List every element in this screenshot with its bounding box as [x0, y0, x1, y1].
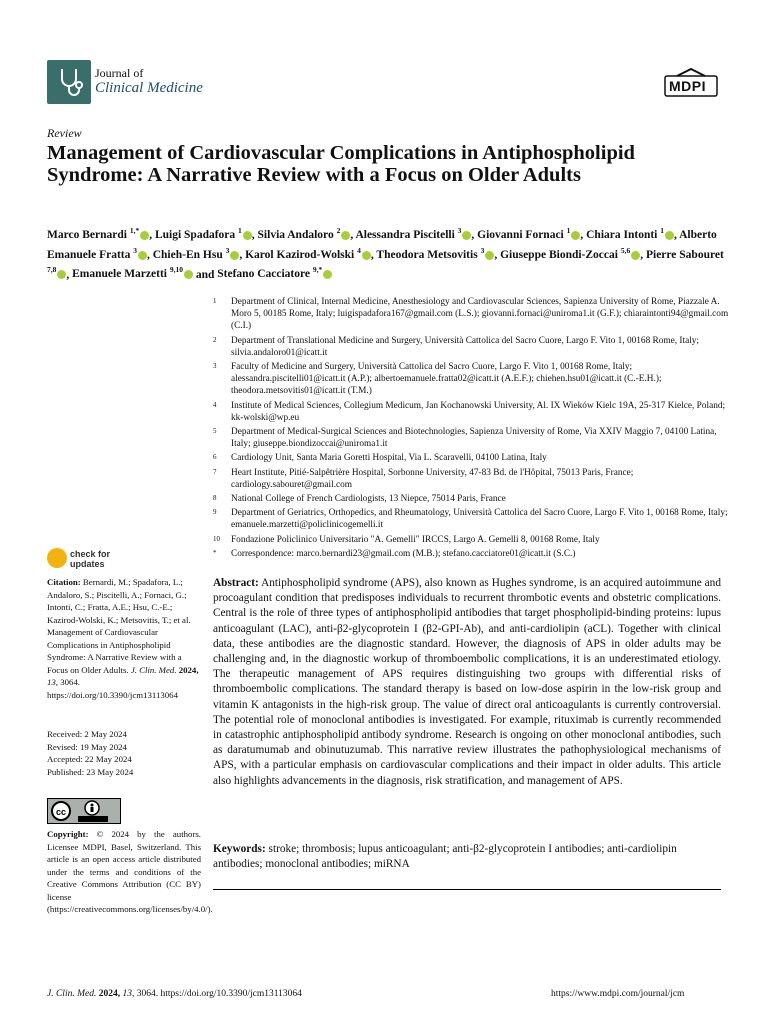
- orcid-icon[interactable]: [485, 251, 494, 260]
- author-name[interactable]: Stefano Cacciatore $^{9,*}$: [217, 268, 332, 280]
- affiliation-item: [213, 335, 733, 359]
- affiliation-number: 9: [213, 508, 217, 517]
- orcid-icon[interactable]: [571, 231, 580, 240]
- affiliation-number: 2: [213, 335, 217, 344]
- citation-doi[interactable]: 3064. https://doi.org/10.3390/jcm13113064: [47, 677, 178, 700]
- published-date: Published: 23 May 2024: [47, 766, 134, 777]
- affiliation-list: [213, 296, 733, 560]
- author-affiliation-ref: 5,6: [620, 245, 631, 255]
- orcid-icon[interactable]: [138, 251, 147, 260]
- author-affiliation-ref: 9,10: [169, 265, 183, 275]
- author-affiliation-ref: 3: [133, 245, 137, 255]
- author-affiliation-ref: 3: [225, 245, 230, 255]
- affiliation-number: 1: [213, 297, 217, 305]
- orcid-icon[interactable]: [341, 231, 350, 240]
- author-name[interactable]: Karol Kazirod-Wolski $^4$: [245, 249, 371, 261]
- orcid-icon[interactable]: [362, 251, 371, 260]
- author-affiliation-ref: 9,*: [312, 265, 323, 275]
- footer-year: 2024,: [98, 989, 121, 999]
- author-name[interactable]: Marco Bernardi $^{1,*}$: [47, 229, 149, 241]
- affiliation-number: 3: [213, 362, 217, 371]
- svg-text:cc: cc: [55, 807, 67, 817]
- citation-volume: 13,: [47, 677, 58, 687]
- author-affiliation-ref: 2: [336, 226, 341, 235]
- copyright-text: © 2024 by the authors. Licensee MDPI, Basel, Switzerland. This article is an open access article distributed under the terms and conditions of the Creative Commons Attribution (CC BY) license (https://creativecommons.org/licenses/by/4.0/).: [47, 829, 213, 914]
- orcid-icon[interactable]: [57, 270, 66, 279]
- abstract-label: Abstract:: [213, 577, 259, 589]
- cc-by-icon: [48, 799, 120, 823]
- affiliation-number: 7: [213, 467, 217, 476]
- affiliation-text: Heart Institute, Pitié-Salpêtrière Hospital, Sorbonne University, 47-83 Bd. de l'Hôpital, 75013 Paris, France; cardiology.sabouret@gmail.com: [231, 467, 634, 490]
- journal-logo[interactable]: [47, 60, 91, 104]
- abstract-text: Antiphospholipid syndrome (APS), also known as Hughes syndrome, is an acquired autoimmune and procoagulant condition that predisposes individuals to recurrent thrombotic events and obstetric complications. Central is the role of three types of antiphospholipid antibodies that target phospholipid-binding proteins: lupus anticoagulant (LAC), anti-β2-glycoprotein I (β2-GPI-Ab), and anti-cardiolipin (aCL). Together with clinical data, these antibodies are the diagnostic standard. However, the diagnosis of APS in older adults may be challenging and, in the diagnostic workup of thromboembolic complications, it is an underestimated etiology. The therapeutic management of APS requires distinguishing two groups with differential risks of thromboembolic complications. The standard therapy is based on low-dose aspirin in the low-risk group and vitamin K antagonists in the high-risk group. The value of direct oral anticoagulants is currently controversial. The potential role of monoclonal antibodies is investigated. For example, rituximab is currently recommended in catastrophic antiphospholipid antibody syndrome. Research is ongoing on other monoclonal antibodies, such as daratumumab and obinutuzumab. This narrative review illustrates the pathophysiological mechanisms of APS, with a particular emphasis on cardiovascular complications and their impact in older adults. This article also highlights advancements in the diagnosis, risk stratification, and management of APS.: [213, 577, 721, 787]
- author-name[interactable]: Alessandra Piscitelli $^3$: [355, 229, 471, 241]
- footer-doi[interactable]: 3064. https://doi.org/10.3390/jcm13113064: [136, 989, 302, 999]
- orcid-icon[interactable]: [230, 251, 239, 260]
- orcid-icon[interactable]: [665, 231, 674, 240]
- affiliation-item: [213, 493, 733, 505]
- affiliation-item: [213, 400, 733, 424]
- affiliation-item: [213, 426, 733, 450]
- footer-journal: J. Clin. Med.: [47, 989, 97, 999]
- citation-block: [47, 576, 201, 701]
- author-name[interactable]: Giuseppe Biondi-Zoccai $^{5,6}$: [500, 249, 640, 261]
- affiliation-number: 8: [213, 494, 217, 503]
- author-name[interactable]: Silvia Andaloro $^2$: [258, 229, 351, 241]
- received-date: Received: 2 May 2024: [47, 729, 127, 739]
- affiliation-text: Department of Medical-Surgical Sciences and Biotechnologies, Sapienza University of Rome, Via XXIV Maggio 7, 04100 Latina, Italy; giuseppe.biondizoccai@uniroma1.it: [231, 427, 717, 450]
- divider: [213, 889, 721, 890]
- orcid-icon[interactable]: [184, 270, 193, 279]
- affiliation-item: [213, 534, 733, 546]
- orcid-icon[interactable]: [140, 231, 149, 240]
- affiliation-text: Correspondence: marco.bernardi23@gmail.com (M.B.); stefano.cacciatore01@icatt.it (S.C.): [231, 548, 576, 559]
- orcid-icon[interactable]: [631, 251, 640, 260]
- author-affiliation-ref: 1,*: [129, 226, 140, 235]
- abstract: [213, 576, 721, 789]
- affiliation-number: 5: [213, 427, 217, 436]
- author-name[interactable]: Alberto Emanuele Fratta $^3$: [47, 228, 717, 261]
- affiliation-item: [213, 507, 733, 531]
- author-affiliation-ref: 4: [357, 245, 361, 255]
- affiliation-text: Faculty of Medicine and Surgery, Università Cattolica del Sacro Cuore, Largo F. Vito 1, 00168 Rome, Italy; alessandra.piscitelli01@icatt.it (A.P.); albertoemanuele.fratta02@icatt.it (A.E.F.); chiehen.hsu01@icatt.it (C.-E.H.); theodora.metsovitis01@icatt.it (T.M.): [231, 362, 662, 397]
- citation-journal: J. Clin. Med.: [130, 664, 177, 675]
- affiliation-item: [213, 452, 733, 464]
- journal-name-line1: Journal of: [95, 66, 144, 80]
- affiliation-item: [213, 548, 733, 560]
- affiliation-text: Department of Translational Medicine and Surgery, Università Cattolica del Sacro Cuore, Largo F. Vito 1, 00168 Rome, Italy; silvia.andaloro01@icatt.it: [231, 335, 700, 358]
- copyright-block: [47, 828, 213, 916]
- author-affiliation-ref: 3: [480, 245, 485, 255]
- author-name[interactable]: Luigi Spadafora $^1$: [155, 229, 252, 241]
- affiliation-item: [213, 467, 733, 491]
- orcid-icon[interactable]: [462, 231, 471, 240]
- check-for-updates-label2[interactable]: updates: [70, 559, 105, 569]
- orcid-icon[interactable]: [323, 270, 332, 279]
- footer-citation: [47, 989, 302, 999]
- affiliation-number: 10: [213, 534, 220, 543]
- affiliation-text: National College of French Cardiologists, 13 Niepce, 75014 Paris, France: [231, 494, 506, 505]
- author-name[interactable]: Chieh-En Hsu $^3$: [153, 249, 240, 261]
- article-type: Review: [47, 126, 82, 140]
- affiliation-number: 6: [213, 453, 217, 462]
- author-affiliation-ref: 3: [457, 226, 462, 235]
- affiliation-text: Department of Clinical, Internal Medicine, Anesthesiology and Cardiovascular Sciences, Sapienza University of Rome, Piazzale A. Moro 5, 00185 Rome, Italy; luigispadafora167@gmail.com (L.S.); giovanni.fornaci@uniroma1.it (G.F.); chiaraintonti94@gmail.com (C.I.): [231, 297, 729, 332]
- citation-year: 2024,: [178, 664, 199, 675]
- author-name[interactable]: Theodora Metsovitis $^3$: [376, 249, 494, 261]
- keywords: [213, 842, 721, 872]
- keywords-text: stroke; thrombosis; lupus anticoagulant; anti-β2-glycoprotein I antibodies; anti-cardiolipin antibodies; monoclonal antibodies; miRNA: [213, 843, 677, 871]
- creative-commons-icon[interactable]: [47, 798, 121, 824]
- affiliation-text: Fondazione Policlinico Universitario "A. Gemelli" IRCCS, Largo A. Gemelli 8, 00168 Rome, Italy: [231, 534, 600, 545]
- accepted-date: Accepted: 22 May 2024: [47, 754, 132, 764]
- citation-text: Bernardi, M.; Spadafora, L.; Andaloro, S.; Piscitelli, A.; Fornaci, G.; Intonti, C.; Fratta, A.E.; Hsu, C.-E.; Kazirod-Wolski, K.; Metsovitis, T.; et al. Management of Cardiovascular Complications in Antiphospholipid Syndrome: A Narrative Review with a Focus on Older Adults.: [47, 577, 191, 675]
- author-list: Marco Bernardi $^{1,*}$ , Luigi Spadafora $^1$ , Silvia Andaloro $^2$ , Alessandra Piscitelli $^3$ , Giovanni Fornaci $^1$ , Chiara Intonti $^1$ , Alberto Emanuele Fratta $^3$ , Chieh-En Hsu $^3$ , Karol Kazirod-Wolski $^4$ , Theodora Metsovitis $^3$ , Giuseppe Biondi-Zoccai $^{5,6}$ , Pierre Sabouret $^{7,8}$ , Emanuele Marzetti $^{9,10}$ and Stefano Cacciatore $^{9,*}$: [47, 226, 724, 281]
- author-affiliation-ref: 7,8: [47, 265, 57, 275]
- citation-label: Citation:: [47, 577, 81, 587]
- publication-dates: [47, 728, 201, 778]
- orcid-icon[interactable]: [243, 231, 252, 240]
- author-affiliation-ref: 1: [238, 226, 242, 235]
- author-name[interactable]: Emanuele Marzetti $^{9,10}$: [72, 268, 193, 280]
- stethoscope-icon: [52, 65, 86, 99]
- copyright-label: Copyright:: [47, 829, 89, 839]
- journal-name-line2: Clinical Medicine: [95, 80, 203, 96]
- affiliation-text: Department of Geriatrics, Orthopedics, and Rheumatology, Università Cattolica del Sacro Cuore, Largo F. Vito 1, 00168 Rome, Italy; emanuele.marzetti@policlinicogemelli.it: [231, 508, 728, 531]
- affiliation-item: [213, 296, 733, 333]
- author-name[interactable]: Chiara Intonti $^1$: [586, 229, 674, 241]
- keywords-label: Keywords:: [213, 843, 266, 855]
- footer-journal-url[interactable]: https://www.mdpi.com/journal/jcm: [551, 989, 685, 999]
- check-for-updates-icon[interactable]: [47, 548, 67, 568]
- author-affiliation-ref: 1: [566, 226, 571, 235]
- affiliation-number: *: [213, 548, 217, 557]
- publisher-name: MDPI: [669, 78, 706, 94]
- author-name[interactable]: Giovanni Fornaci $^1$: [477, 229, 580, 241]
- affiliation-item: [213, 361, 733, 398]
- affiliation-number: 4: [213, 400, 217, 409]
- check-for-updates-label1[interactable]: check for: [70, 549, 111, 559]
- revised-date: Revised: 19 May 2024: [47, 741, 127, 752]
- footer-volume: 13,: [122, 989, 135, 999]
- author-affiliation-ref: 1: [660, 226, 664, 235]
- affiliation-text: Institute of Medical Sciences, Collegium Medicum, Jan Kochanowski University, Al. IX Wieków Kielc 19A, 25-317 Kielce, Poland; kk-wolski@wp.eu: [231, 400, 726, 423]
- affiliation-text: Cardiology Unit, Santa Maria Goretti Hospital, Via L. Scaravelli, 04100 Latina, Italy: [231, 453, 547, 464]
- article-title: Management of Cardiovascular Complications in Antiphospholipid Syndrome: A Narrative Review with a Focus on Older Adults: [47, 142, 635, 186]
- author-name[interactable]: Pierre Sabouret $^{7,8}$: [47, 249, 724, 281]
